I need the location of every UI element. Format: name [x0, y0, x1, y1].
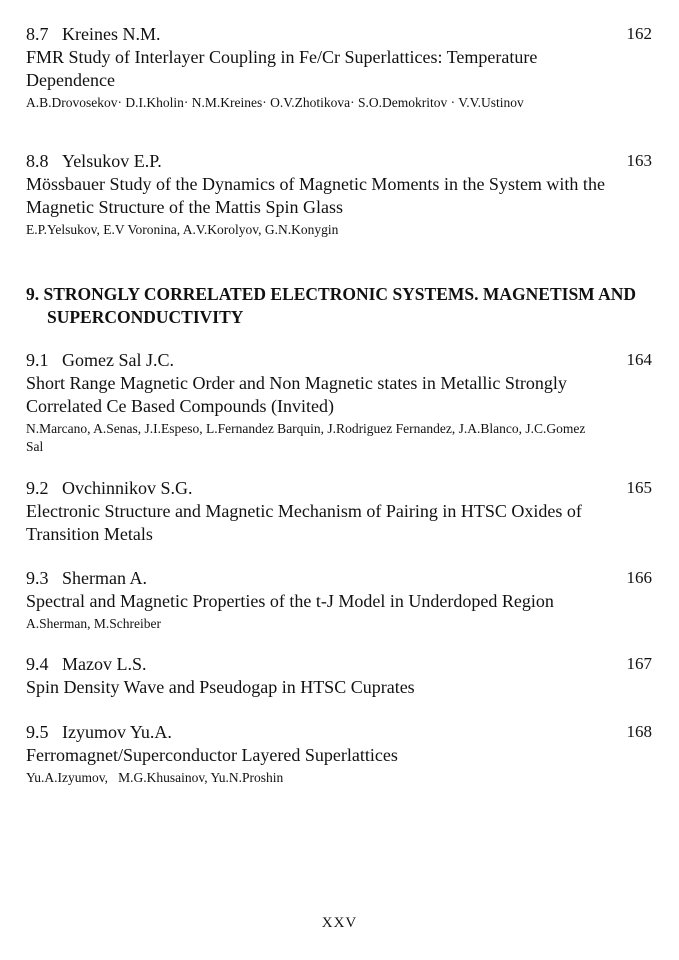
entry-number: 9.2	[26, 478, 49, 498]
entry-author: Mazov L.S.	[62, 654, 147, 674]
entry-page-number: 167	[626, 654, 652, 673]
entry-number: 8.8	[26, 151, 49, 171]
entry-header	[26, 22, 652, 46]
entry-header	[26, 566, 652, 590]
entry-page-number: 165	[626, 478, 652, 497]
entry-number: 9.5	[26, 722, 49, 742]
entry-header	[26, 348, 652, 372]
entry-author: Ovchinnikov S.G.	[62, 478, 193, 498]
toc-entry-9-4	[26, 652, 652, 699]
entry-title: FMR Study of Interlayer Coupling in Fe/Cr Superlattices: Temperature Dependence	[26, 47, 538, 90]
entry-number: 9.3	[26, 568, 49, 588]
entry-number: 9.1	[26, 350, 49, 370]
entry-page-number: 164	[626, 350, 652, 369]
entry-author: Izyumov Yu.A.	[62, 722, 172, 742]
entry-authors: A.Sherman, M.Schreiber	[26, 616, 161, 631]
section-heading: 9. STRONGLY CORRELATED ELECTRONIC SYSTEMS. MAGNETISM AND SUPERCONDUCTIVITY	[26, 284, 637, 327]
toc-entry-9-1	[26, 348, 652, 456]
entry-title: Electronic Structure and Magnetic Mechanism of Pairing in HTSC Oxides of Transition Metals	[26, 501, 582, 544]
entry-page-number: 163	[626, 151, 652, 170]
page-number-footer: XXV	[321, 915, 358, 931]
entry-author: Gomez Sal J.C.	[62, 350, 174, 370]
toc-entry-9-5	[26, 720, 652, 787]
entry-author: Sherman A.	[62, 568, 147, 588]
toc-entry-8-8	[26, 149, 652, 239]
entry-title: Spin Density Wave and Pseudogap in HTSC Cuprates	[26, 677, 415, 697]
entry-header	[26, 476, 652, 500]
entry-authors: E.P.Yelsukov, E.V Voronina, A.V.Korolyov, G.N.Konygin	[26, 222, 339, 237]
entry-author: Kreines N.M.	[62, 24, 161, 44]
entry-number: 9.4	[26, 654, 49, 674]
entry-page-number: 166	[626, 568, 652, 587]
toc-entry-9-3	[26, 566, 652, 633]
toc-entry-9-2	[26, 476, 652, 546]
entry-authors: Yu.A.Izyumov, M.G.Khusainov, Yu.N.Proshin	[26, 770, 284, 785]
entry-authors: A.B.Drovosekov· D.I.Kholin· N.M.Kreines· O.V.Zhotikova· S.O.Demokritov · V.V.Ustinov	[26, 95, 524, 110]
entry-title: Mössbauer Study of the Dynamics of Magnetic Moments in the System with the Magnetic Structure of the Mattis Spin Glass	[26, 174, 605, 217]
entry-author: Yelsukov E.P.	[62, 151, 162, 171]
entry-title: Spectral and Magnetic Properties of the t-J Model in Underdoped Region	[26, 591, 554, 611]
entry-page-number: 168	[626, 722, 652, 741]
toc-entry-8-7	[26, 22, 652, 112]
entry-title: Ferromagnet/Superconductor Layered Superlattices	[26, 745, 398, 765]
entry-header	[26, 652, 652, 676]
entry-page-number: 162	[626, 24, 652, 43]
entry-authors: N.Marcano, A.Senas, J.I.Espeso, L.Fernandez Barquin, J.Rodriguez Fernandez, J.A.Blanco, J.C.Gomez Sal	[26, 421, 586, 454]
entry-title: Short Range Magnetic Order and Non Magnetic states in Metallic Strongly Correlated Ce Based Compounds (Invited)	[26, 373, 567, 416]
entry-header	[26, 149, 652, 173]
entry-number: 8.7	[26, 24, 49, 44]
entry-header	[26, 720, 652, 744]
